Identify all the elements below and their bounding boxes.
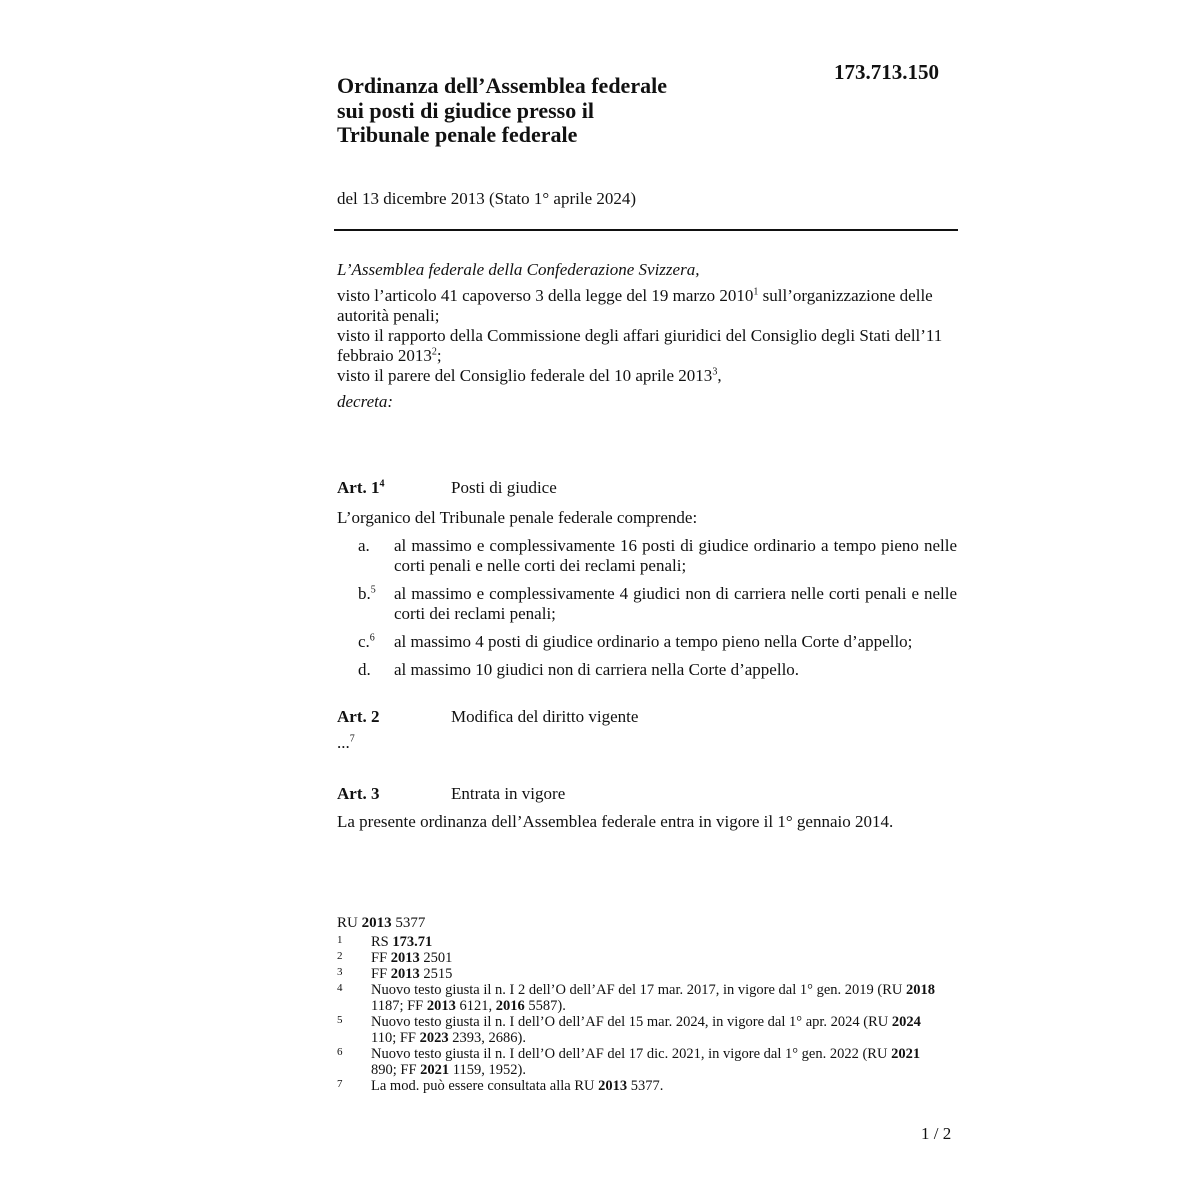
footnote-ref[interactable]: 7 [349,733,355,745]
document-date: del 13 dicembre 2013 (Stato 1° aprile 2024) [337,189,637,208]
list-label: d. [358,660,371,679]
preamble-decreta: decreta: [337,392,394,411]
list-item [337,632,957,652]
page-number: 1 / 2 [921,1124,952,1143]
footnote: 1 RS 173.71 [337,934,433,950]
list-text: al massimo e complessivamente 4 giudici non di carriera nelle corti penali e nelle corti dei reclami penali; [394,584,957,623]
footnote-ref[interactable]: 1 [753,286,759,298]
list-text: al massimo e complessivamente 16 posti di giudice ordinario a tempo pieno nelle corti penali e nelle corti dei reclami penali; [394,536,957,575]
document-title [337,74,797,148]
article-body: ...$^7$ [337,733,355,752]
article-title: Modifica del diritto vigente [451,707,639,726]
preamble-visto-2: visto il rapporto della Commissione degli affari giuridici del Consiglio degli Stati dell’11 febbraio 2013$^2$; [337,326,943,365]
article-3 [337,784,957,832]
list-label: a. [358,536,370,555]
list-text: al massimo 10 giudici non di carriera nella Corte d’appello. [394,660,800,679]
footnote-ref[interactable]: 4 [379,478,385,490]
article-title: Posti di giudice [451,478,557,497]
footnote-ref[interactable]: 2 [431,346,437,358]
footnote: 5 Nuovo testo giusta il n. I dell’O dell’AF del 15 mar. 2024, in vigore dal 1° apr. 2024 (RU 2024 110; FF 2023 2393, 2686). [337,1014,921,1046]
title-line: Tribunale penale federale [337,122,578,147]
footnote: 2 FF 2013 2501 [337,950,453,966]
ru-reference: RU 2013 5377 [337,915,426,931]
article-number: Art. $1^4$ [337,478,385,497]
list-text: al massimo 4 posti di giudice ordinario a tempo pieno nella Corte d’appello; [394,632,913,651]
footnote: 6 Nuovo testo giusta il n. I dell’O dell’AF del 17 dic. 2021, in vigore dal 1° gen. 2022 (RU 2021 890; FF 2021 1159, 1952). [337,1046,921,1078]
footnotes [337,934,937,1094]
footnote-ref[interactable]: 3 [712,366,718,378]
footnote: 4 Nuovo testo giusta il n. I 2 dell’O dell’AF del 17 mar. 2017, in vigore dal 1° gen. 2019 (RU 2018 1187; FF 2013 6121, 2016 5587). [337,982,935,1014]
article-heading [337,784,957,806]
article-title: Entrata in vigore [451,784,566,803]
footnote-ref[interactable]: 6 [369,632,375,644]
article-1 [337,478,957,688]
header-divider [334,229,958,231]
list-label: b.$^5$ [358,584,376,603]
article-number: Art. 3 [337,784,380,803]
list-label: c.$^6$ [358,632,375,651]
article-heading [337,478,957,500]
preamble-intro: L’Assemblea federale della Confederazione Svizzera, [337,260,700,279]
article-body: La presente ordinanza dell’Assemblea federale entra in vigore il 1° gennaio 2014. [337,812,894,831]
article-list [337,536,957,680]
preamble-visto-1: visto l’articolo 41 capoverso 3 della legge del 19 marzo 2010$^1$ sull’organizzazione delle autorità penali; [337,286,933,325]
footnote-ref[interactable]: 5 [370,584,376,596]
preamble-visto-3: visto il parere del Consiglio federale del 10 aprile 2013$^3$, [337,366,722,385]
list-item [337,660,957,680]
sr-number: 173.713.150 [834,60,939,84]
title-line: sui posti di giudice presso il [337,97,594,123]
title-line: Ordinanza dell’Assemblea federale [337,73,667,98]
list-item [337,536,957,576]
article-2 [337,707,957,753]
footnote: 7 La mod. può essere consultata alla RU 2013 5377. [337,1078,664,1094]
article-intro: L’organico del Tribunale penale federale comprende: [337,508,698,527]
article-number: Art. 2 [337,707,380,726]
list-item [337,584,957,624]
preamble [337,260,957,412]
footnote: 3 FF 2013 2515 [337,966,453,982]
article-heading [337,707,957,729]
